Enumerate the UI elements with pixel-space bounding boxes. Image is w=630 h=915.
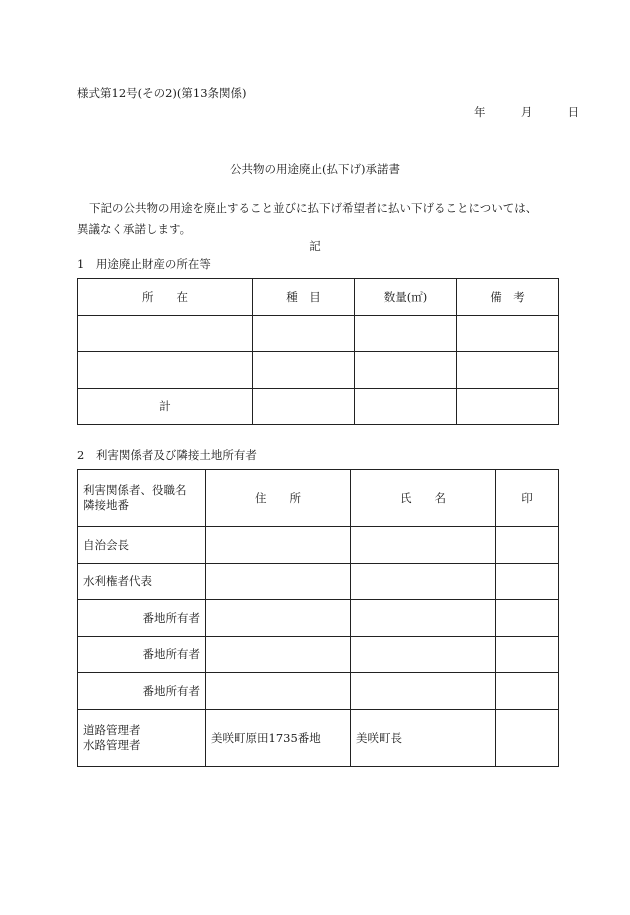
- cell-location[interactable]: [78, 315, 253, 352]
- ki-label: 記: [309, 239, 321, 253]
- col-role-line2: 隣接地番: [83, 498, 129, 512]
- cell-remarks[interactable]: [457, 352, 559, 389]
- col-role-line1: 利害関係者、役職名: [83, 483, 187, 497]
- cell-name[interactable]: [351, 600, 496, 637]
- cell-name[interactable]: [351, 673, 496, 710]
- col-seal: 印: [496, 470, 559, 527]
- cell-address[interactable]: [206, 563, 351, 600]
- col-remarks: 備 考: [457, 279, 559, 316]
- stakeholder-table: [77, 469, 559, 767]
- col-address: 住 所: [206, 470, 351, 527]
- cell-seal[interactable]: [496, 709, 559, 766]
- property-table: [77, 278, 559, 425]
- cell-type[interactable]: [253, 315, 355, 352]
- row-role: 番地所有者: [78, 673, 206, 710]
- date-year: 年: [474, 105, 486, 119]
- col-name: 氏 名: [351, 470, 496, 527]
- row-role-line2: 水路管理者: [83, 737, 141, 752]
- date-day: 日: [567, 105, 580, 119]
- body-text: [77, 198, 557, 240]
- section2-heading: 2 利害関係者及び隣接土地所有者: [77, 448, 257, 462]
- section1-heading: 1 用途廃止財産の所在等: [77, 257, 211, 271]
- body-line-2: 異議なく承諾します。: [77, 222, 192, 236]
- table-row: [78, 527, 559, 564]
- cell-address[interactable]: [206, 600, 351, 637]
- cell-address[interactable]: [206, 527, 351, 564]
- table-row: [78, 352, 559, 389]
- cell-address[interactable]: [206, 636, 351, 673]
- date-line: [474, 104, 579, 120]
- property-table-header: [78, 279, 559, 316]
- body-line-1: 下記の公共物の用途を廃止すること並びに払下げ希望者に払い下げることについては、: [89, 201, 538, 215]
- cell-remarks[interactable]: [457, 388, 559, 425]
- table-row: [78, 673, 559, 710]
- table-row: [78, 315, 559, 352]
- col-quantity: 数量(㎡): [355, 279, 457, 316]
- cell-name[interactable]: [351, 527, 496, 564]
- cell-location[interactable]: [78, 352, 253, 389]
- row-role: [78, 709, 206, 766]
- table-row: [78, 600, 559, 637]
- cell-name[interactable]: [351, 563, 496, 600]
- cell-name[interactable]: [351, 636, 496, 673]
- cell-quantity[interactable]: [355, 388, 457, 425]
- cell-type[interactable]: [253, 388, 355, 425]
- cell-seal[interactable]: [496, 636, 559, 673]
- cell-remarks[interactable]: [457, 315, 559, 352]
- cell-seal[interactable]: [496, 600, 559, 637]
- cell-quantity[interactable]: [355, 352, 457, 389]
- row-role: 番地所有者: [78, 636, 206, 673]
- row-role: 自治会長: [78, 527, 206, 564]
- col-type: 種 目: [253, 279, 355, 316]
- table-row: [78, 709, 559, 766]
- row-role: 水利権者代表: [78, 563, 206, 600]
- cell-name: 美咲町長: [351, 709, 496, 766]
- cell-address: 美咲町原田1735番地: [206, 709, 351, 766]
- row-role: 番地所有者: [78, 600, 206, 637]
- stakeholder-table-header: [78, 470, 559, 527]
- total-label: 計: [78, 388, 253, 425]
- document-title: 公共物の用途廃止(払下げ)承諾書: [230, 162, 400, 176]
- table-row: [78, 636, 559, 673]
- col-role: [78, 470, 206, 527]
- cell-address[interactable]: [206, 673, 351, 710]
- cell-seal[interactable]: [496, 563, 559, 600]
- col-location: 所 在: [78, 279, 253, 316]
- date-month: 月: [520, 105, 533, 119]
- total-row: [78, 388, 559, 425]
- cell-quantity[interactable]: [355, 315, 457, 352]
- cell-seal[interactable]: [496, 527, 559, 564]
- form-number: 様式第12号(その2)(第13条関係): [77, 86, 247, 100]
- cell-type[interactable]: [253, 352, 355, 389]
- row-role-line1: 道路管理者: [83, 722, 141, 737]
- table-row: [78, 563, 559, 600]
- cell-seal[interactable]: [496, 673, 559, 710]
